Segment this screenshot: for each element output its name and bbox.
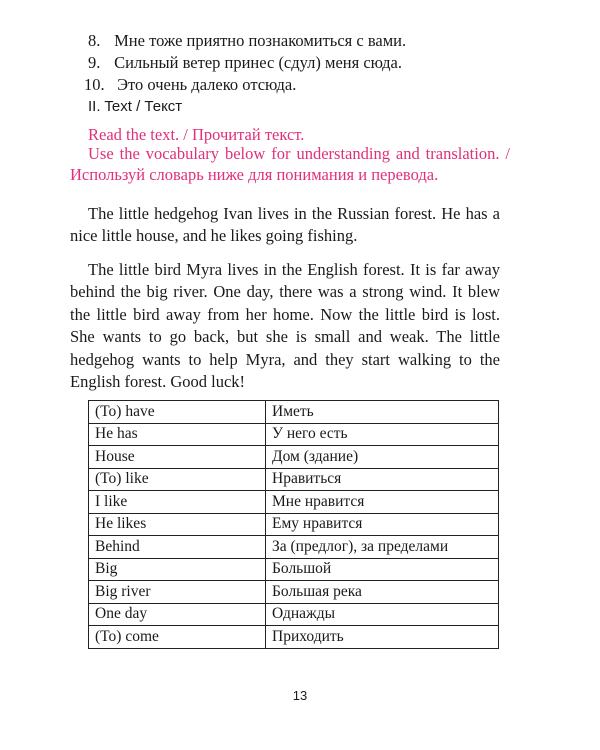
vocab-english: He likes — [89, 513, 266, 536]
vocab-russian: Однажды — [266, 603, 499, 626]
vocab-english: He has — [89, 423, 266, 446]
vocab-russian: У него есть — [266, 423, 499, 446]
table-row — [89, 536, 499, 559]
table-row — [89, 626, 499, 649]
vocab-russian: Нравиться — [266, 468, 499, 491]
table-row — [89, 581, 499, 604]
instruction-vocabulary: Use the vocabulary below for understanding and translation. / Используй словарь ниже для понимания и перевода. — [70, 144, 510, 184]
table-row — [89, 603, 499, 626]
vocab-english: (To) like — [89, 468, 266, 491]
exercise-number: 9. — [88, 53, 101, 72]
page-number: 13 — [292, 688, 308, 703]
vocab-english: Behind — [89, 536, 266, 559]
vocab-russian: Приходить — [266, 626, 499, 649]
vocab-russian: Ему нравится — [266, 513, 499, 536]
table-row — [89, 446, 499, 469]
exercise-text: Мне тоже приятно познакомиться с вами. — [114, 31, 407, 50]
vocab-english: One day — [89, 603, 266, 626]
text-paragraph-2: The little bird Myra lives in the English forest. It is far away behind the big river. One day, there was a strong wind. It blew the little bird away from her home. Now the little bird is lost. She wants to go back, but she is small and weak. The little hedgehog wants to help Myra, and they start walking to the English forest. Good luck! — [70, 260, 500, 392]
vocab-russian: Иметь — [266, 401, 499, 424]
exercise-text: Сильный ветер принес (сдул) меня сюда. — [114, 53, 402, 72]
vocab-russian: За (предлог), за пределами — [266, 536, 499, 559]
vocab-english: (To) have — [89, 401, 266, 424]
vocab-russian: Большая река — [266, 581, 499, 604]
exercise-item-10 — [84, 74, 296, 96]
exercise-item-9 — [88, 52, 402, 74]
vocab-english: House — [89, 446, 266, 469]
section-title: II. Text / Текст — [88, 98, 183, 115]
table-row — [89, 423, 499, 446]
vocabulary-table — [88, 400, 499, 649]
vocab-english: (To) come — [89, 626, 266, 649]
table-row — [89, 401, 499, 424]
table-row — [89, 468, 499, 491]
vocab-english: Big river — [89, 581, 266, 604]
text-paragraph-1: The little hedgehog Ivan lives in the Russian forest. He has a nice little house, and he likes going fishing. — [70, 204, 500, 246]
exercise-item-8 — [88, 30, 406, 52]
vocab-russian: Большой — [266, 558, 499, 581]
vocab-english: I like — [89, 491, 266, 514]
vocab-english: Big — [89, 558, 266, 581]
vocab-russian: Дом (здание) — [266, 446, 499, 469]
table-row — [89, 513, 499, 536]
exercise-number: 10. — [84, 75, 105, 94]
exercise-text: Это очень далеко отсюда. — [117, 75, 297, 94]
table-row — [89, 491, 499, 514]
instruction-read: Read the text. / Прочитай текст. — [88, 125, 305, 144]
table-row — [89, 558, 499, 581]
exercise-number: 8. — [88, 31, 101, 50]
vocab-russian: Мне нравится — [266, 491, 499, 514]
